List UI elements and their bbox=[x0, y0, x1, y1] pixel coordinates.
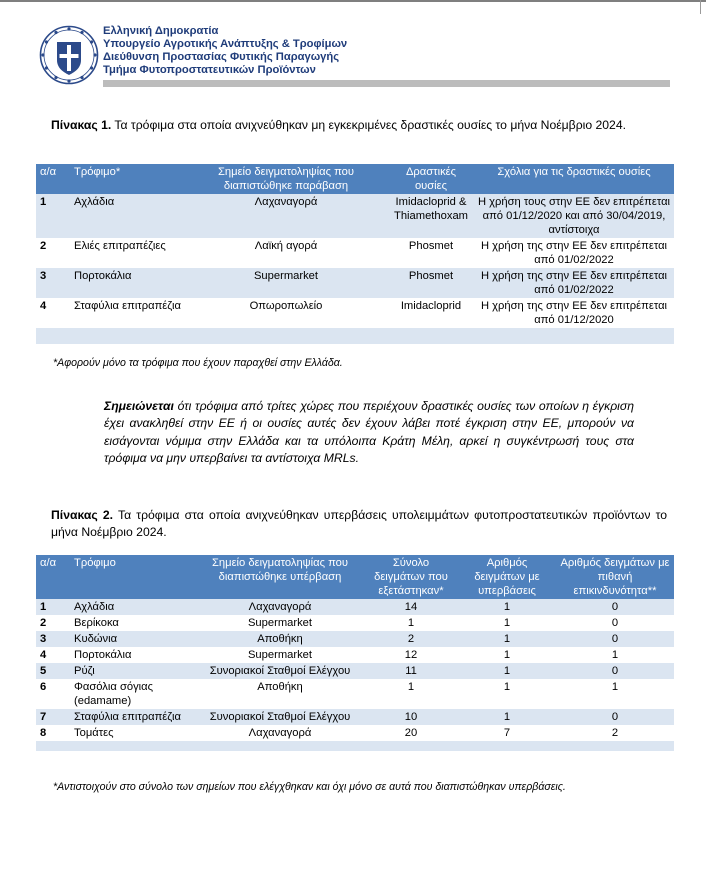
table-row bbox=[36, 709, 674, 725]
table-cell: 12 bbox=[364, 647, 458, 663]
table-cell: Supermarket bbox=[196, 647, 364, 663]
table1-footnote: *Αφορούν μόνο τα τρόφιμα που έχουν παραχθεί στην Ελλάδα. bbox=[53, 357, 343, 369]
ministry-header bbox=[103, 25, 347, 77]
table-cell: Σταφύλια επιτραπέζια bbox=[72, 709, 196, 725]
table-cell: Βερίκοκα bbox=[72, 615, 196, 631]
table-cell: Φασόλια σόγιας (edamame) bbox=[72, 679, 196, 709]
table-cell: 1 bbox=[36, 194, 72, 238]
table-cell: Ρύζι bbox=[72, 663, 196, 679]
table-cell: 0 bbox=[556, 599, 674, 615]
table1-title-text: Τα τρόφιμα στα οποία ανιχνεύθηκαν μη εγκεκριμένες δραστικές ουσίες το μήνα Νοέμβριο 2024. bbox=[111, 118, 626, 132]
table-cell: 0 bbox=[556, 663, 674, 679]
header-line: Τμήμα Φυτοπροστατευτικών Προϊόντων bbox=[103, 64, 316, 76]
table-row bbox=[36, 647, 674, 663]
greek-state-seal-icon bbox=[39, 25, 99, 85]
table-cell: Οπωροπωλείο bbox=[184, 298, 388, 328]
table2-footnote: *Αντιστοιχούν στο σύνολο των σημείων που ελέγχθηκαν και όχι μόνο σε αυτά που διαπιστώθηκαν υπερβάσεις. bbox=[53, 781, 566, 793]
table-cell: Αποθήκη bbox=[196, 631, 364, 647]
table-cell: 3 bbox=[36, 631, 72, 647]
table-row bbox=[36, 599, 674, 615]
table-cell: 7 bbox=[36, 709, 72, 725]
table-cell: Συνοριακοί Σταθμοί Ελέγχου bbox=[196, 663, 364, 679]
table1-title bbox=[51, 117, 667, 134]
table-cell: Imidacloprid bbox=[388, 298, 474, 328]
table-cell: 0 bbox=[556, 631, 674, 647]
header-divider bbox=[103, 80, 670, 87]
table1 bbox=[36, 164, 674, 344]
table-cell: Η χρήση της στην ΕΕ δεν επιτρέπεται από 01/12/2020 bbox=[474, 298, 674, 328]
table-cell: Πορτοκάλια bbox=[72, 647, 196, 663]
table-cell: 1 bbox=[36, 599, 72, 615]
table2-title-text: Τα τρόφιμα στα οποία ανιχνεύθηκαν υπερβάσεις υπολειμμάτων φυτοπροστατευτικών προϊόντων το μήνα Νοέμβριο 2024. bbox=[51, 508, 667, 539]
header-line: Διεύθυνση Προστασίας Φυτικής Παραγωγής bbox=[103, 51, 340, 63]
table-cell: 1 bbox=[458, 631, 556, 647]
header-line: Ελληνική Δημοκρατία bbox=[103, 25, 219, 37]
note-text: ότι τρόφιμα από τρίτες χώρες που περιέχουν δραστικές ουσίες των οποίων η έγκριση έχει ανακληθεί στην ΕΕ ή οι ουσίες αυτές δεν έχουν λάβει ποτέ έγκριση στην ΕΕ, μπορούν να εισάγονται νόμιμα στην Ελλάδα και τα υπόλοιπα Κράτη Μέλη, αρκεί η συγκέντρωσή τους στα τρόφιμα να μην υπερβαίνει τα αντίστοιχα MRLs. bbox=[104, 399, 634, 465]
table2-header-cell: Τρόφιμο bbox=[72, 555, 196, 599]
table-row bbox=[36, 615, 674, 631]
table-cell: 8 bbox=[36, 725, 72, 741]
table-cell: Λαχαναγορά bbox=[196, 725, 364, 741]
top-border bbox=[0, 0, 706, 2]
table1-header-cell: Σχόλια για τις δραστικές ουσίες bbox=[474, 164, 674, 194]
note-paragraph bbox=[104, 398, 634, 467]
table-cell: 2 bbox=[36, 238, 72, 268]
table2-header-row bbox=[36, 555, 674, 599]
table1-header-row bbox=[36, 164, 674, 194]
table-cell: Ελιές επιτραπέζιες bbox=[72, 238, 184, 268]
table-cell: 2 bbox=[364, 631, 458, 647]
table-cell: 1 bbox=[458, 647, 556, 663]
table1-header-cell: α/α bbox=[36, 164, 72, 194]
table-cell: 1 bbox=[458, 679, 556, 709]
table1-header-cell: Τρόφιμο* bbox=[72, 164, 184, 194]
table-cell: 11 bbox=[364, 663, 458, 679]
table2-title bbox=[51, 507, 667, 541]
table-cell: 1 bbox=[458, 615, 556, 631]
table-row bbox=[36, 194, 674, 238]
table-cell: 7 bbox=[458, 725, 556, 741]
table1-header-cell: Δραστικές ουσίες bbox=[388, 164, 474, 194]
table-cell: 6 bbox=[36, 679, 72, 709]
table-cell: Σταφύλια επιτραπέζια bbox=[72, 298, 184, 328]
table-row-spacer bbox=[36, 741, 674, 751]
table-cell: Supermarket bbox=[184, 268, 388, 298]
table-cell: Η χρήση τους στην ΕΕ δεν επιτρέπεται από 01/12/2020 και από 30/04/2019, αντίστοιχα bbox=[474, 194, 674, 238]
table-cell: Supermarket bbox=[196, 615, 364, 631]
table-cell: 1 bbox=[458, 709, 556, 725]
note-emphasis: Σημειώνεται bbox=[104, 399, 174, 413]
table-cell: 1 bbox=[458, 663, 556, 679]
table-cell: Αποθήκη bbox=[196, 679, 364, 709]
table-cell: Αχλάδια bbox=[72, 599, 196, 615]
table-row-spacer bbox=[36, 328, 674, 344]
table-row bbox=[36, 631, 674, 647]
table-cell: 2 bbox=[556, 725, 674, 741]
table2-title-label: Πίνακας 2. bbox=[51, 508, 114, 522]
table-cell: 1 bbox=[364, 615, 458, 631]
table-cell: 4 bbox=[36, 647, 72, 663]
table-cell: 1 bbox=[364, 679, 458, 709]
table-cell: 10 bbox=[364, 709, 458, 725]
table-row bbox=[36, 679, 674, 709]
table-row bbox=[36, 298, 674, 328]
table-cell: Συνοριακοί Σταθμοί Ελέγχου bbox=[196, 709, 364, 725]
table-cell: 1 bbox=[556, 647, 674, 663]
table2-header-cell: Σύνολο δειγμάτων που εξετάστηκαν* bbox=[364, 555, 458, 599]
table-cell: 5 bbox=[36, 663, 72, 679]
table-cell: Λαχαναγορά bbox=[196, 599, 364, 615]
table-cell: Phosmet bbox=[388, 268, 474, 298]
table1-title-label: Πίνακας 1. bbox=[51, 118, 112, 132]
table-row bbox=[36, 663, 674, 679]
table2-header-cell: α/α bbox=[36, 555, 72, 599]
table-cell: Τομάτες bbox=[72, 725, 196, 741]
table-cell: 20 bbox=[364, 725, 458, 741]
table-cell: 2 bbox=[36, 615, 72, 631]
header-line: Υπουργείο Αγροτικής Ανάπτυξης & Τροφίμων bbox=[103, 38, 348, 50]
table-cell: Η χρήση της στην ΕΕ δεν επιτρέπεται από 01/02/2022 bbox=[474, 268, 674, 298]
table-cell: Λαϊκή αγορά bbox=[184, 238, 388, 268]
table-cell: Κυδώνια bbox=[72, 631, 196, 647]
table2 bbox=[36, 555, 674, 751]
spacer-cell bbox=[36, 741, 674, 751]
table2-header-cell: Σημείο δειγματοληψίας που διαπιστώθηκε υπέρβαση bbox=[196, 555, 364, 599]
table-cell: Λαχαναγορά bbox=[184, 194, 388, 238]
spacer-cell bbox=[36, 328, 674, 344]
table-cell: Η χρήση της στην ΕΕ δεν επιτρέπεται από 01/02/2022 bbox=[474, 238, 674, 268]
table-cell: Phosmet bbox=[388, 238, 474, 268]
table-cell: 1 bbox=[458, 599, 556, 615]
table-cell: Πορτοκάλια bbox=[72, 268, 184, 298]
table-cell: Imidacloprid & Thiamethoxam bbox=[388, 194, 474, 238]
table-cell: Αχλάδια bbox=[72, 194, 184, 238]
table2-header-cell: Αριθμός δειγμάτων με υπερβάσεις bbox=[458, 555, 556, 599]
table-cell: 14 bbox=[364, 599, 458, 615]
table-row bbox=[36, 238, 674, 268]
right-border bbox=[700, 0, 701, 14]
table-cell: 4 bbox=[36, 298, 72, 328]
table2-header-cell: Αριθμός δειγμάτων με πιθανή επικινδυνότητα** bbox=[556, 555, 674, 599]
table-cell: 0 bbox=[556, 709, 674, 725]
table-cell: 0 bbox=[556, 615, 674, 631]
table1-header-cell: Σημείο δειγματοληψίας που διαπιστώθηκε παράβαση bbox=[184, 164, 388, 194]
table-row bbox=[36, 268, 674, 298]
table-row bbox=[36, 725, 674, 741]
table-cell: 1 bbox=[556, 679, 674, 709]
table-cell: 3 bbox=[36, 268, 72, 298]
